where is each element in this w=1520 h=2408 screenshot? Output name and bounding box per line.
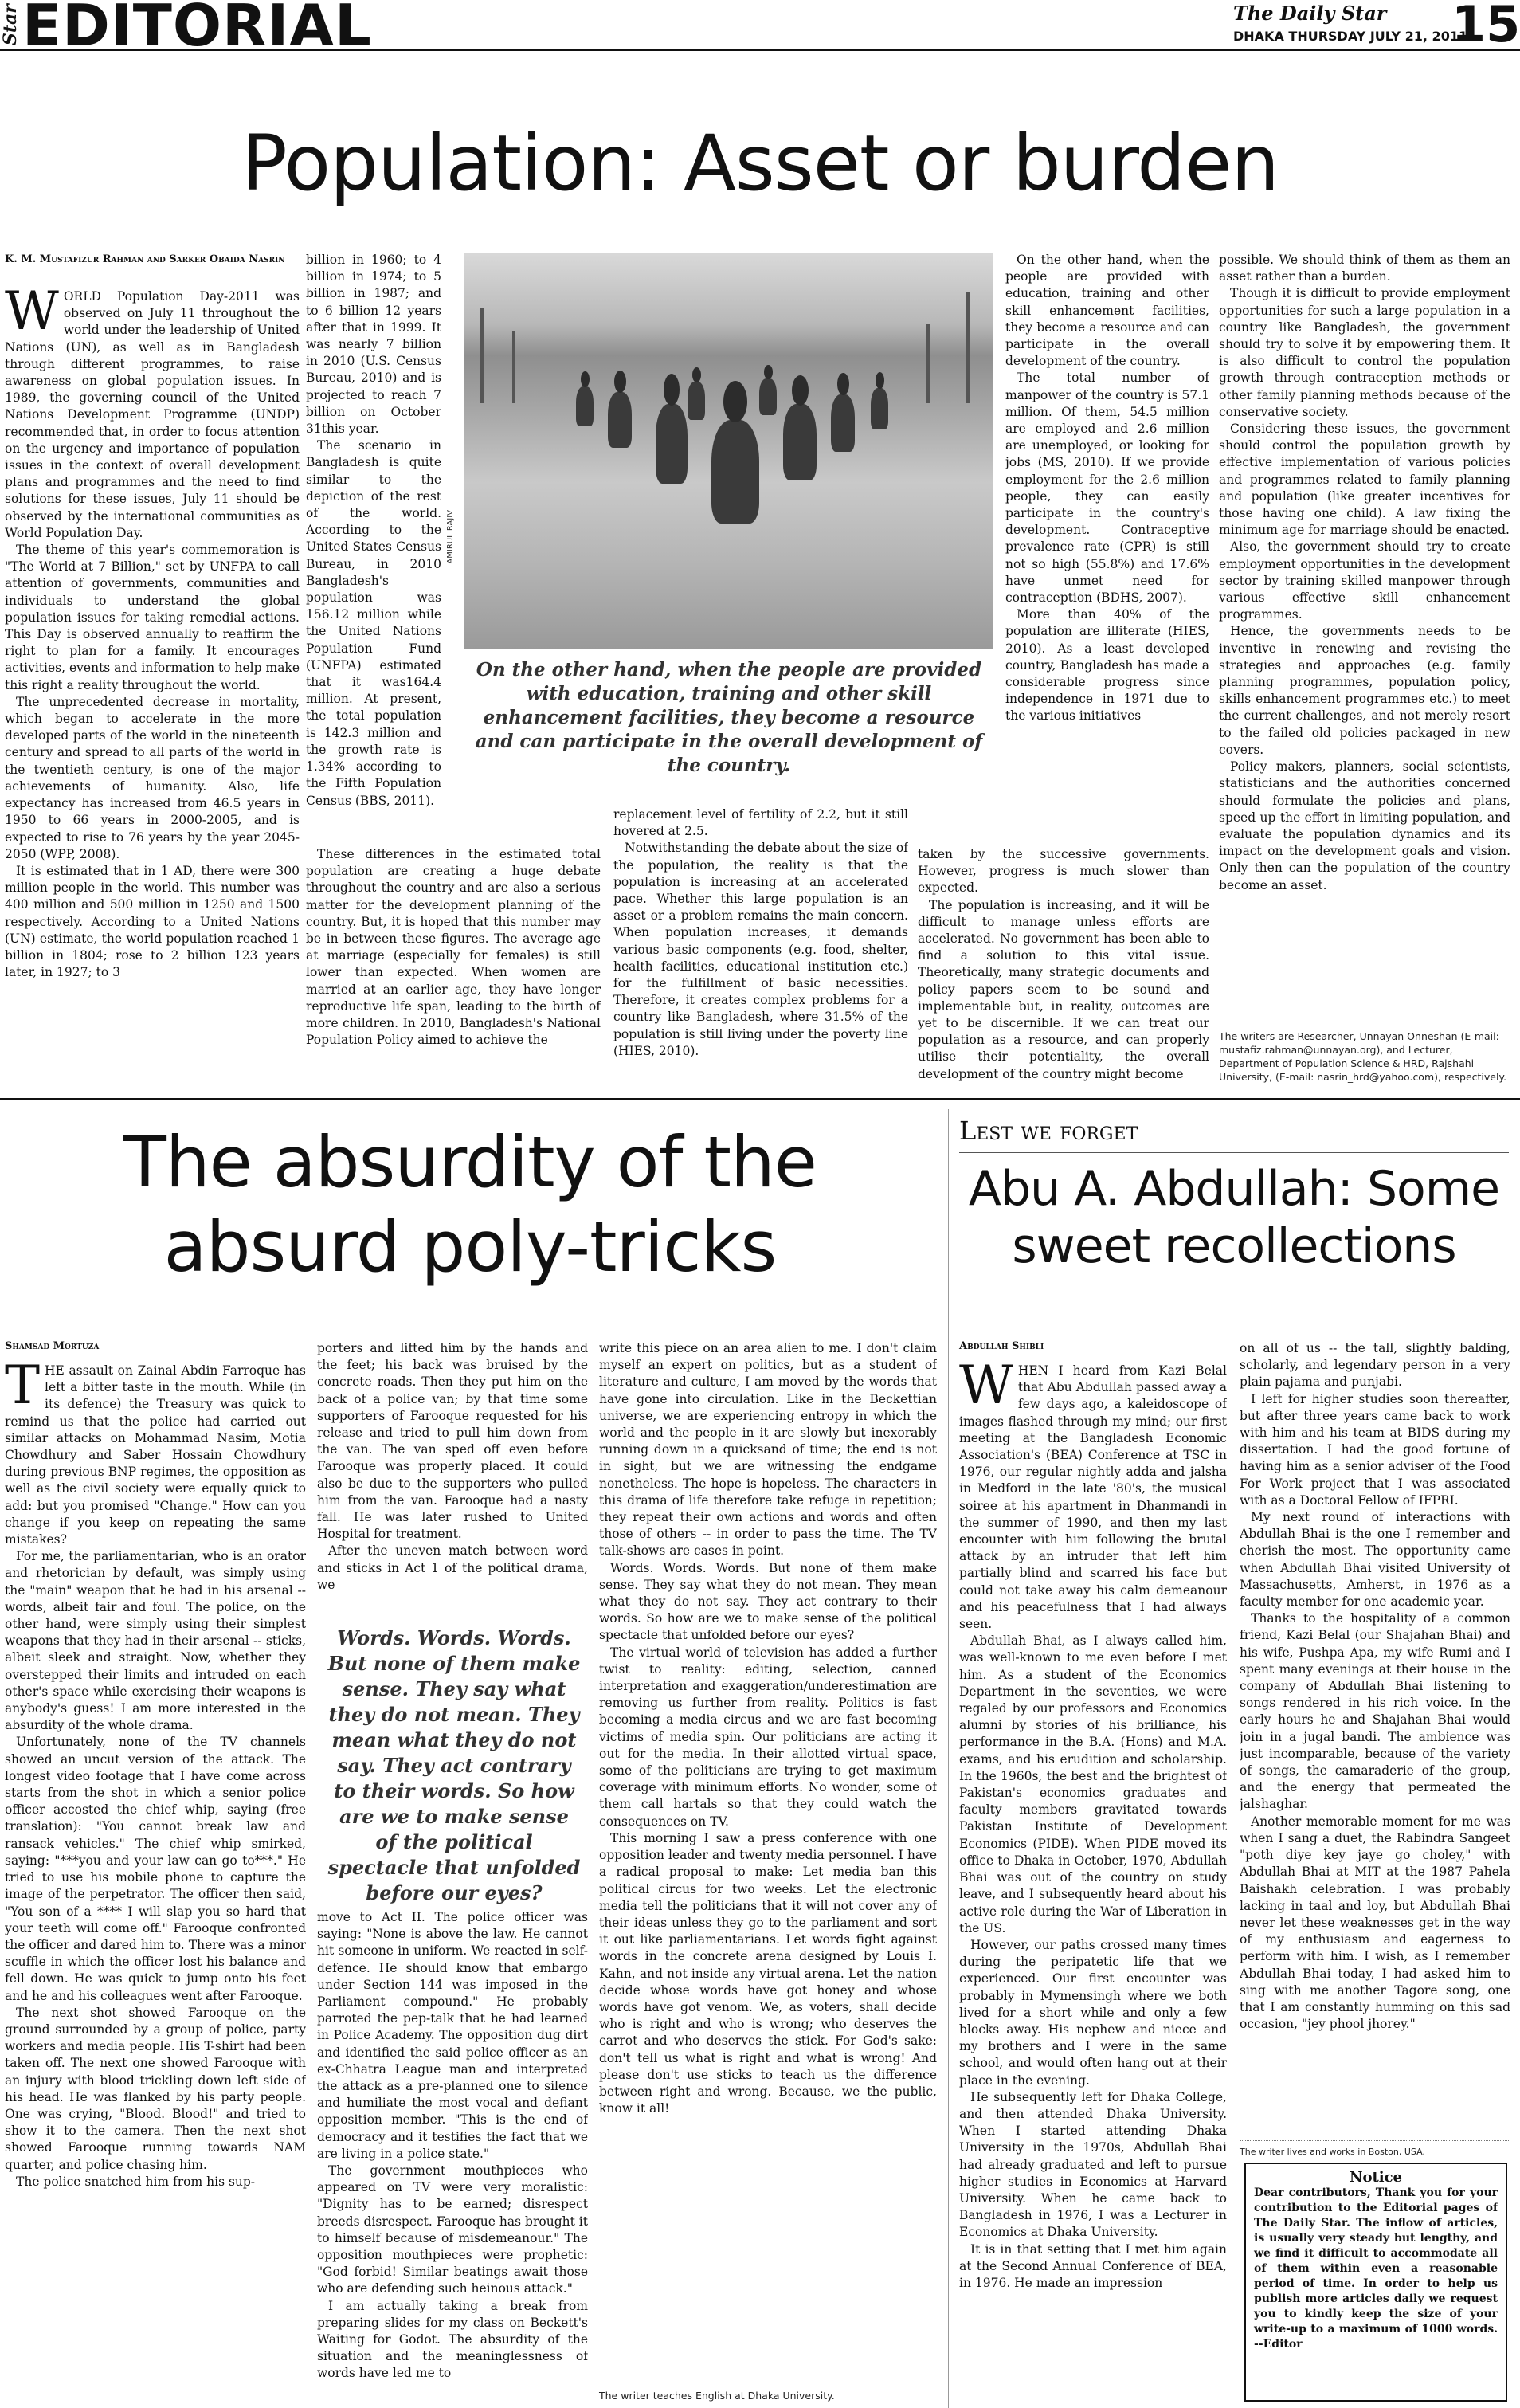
dropcap: W	[5, 288, 59, 342]
child-figure	[783, 404, 817, 480]
article2-footnote: The writer teaches English at Dhaka University.	[599, 2390, 835, 2402]
article1-footnote: The writers are Researcher, Unnayan Onneshan (E-mail: mustafiz.rahman@unnayan.org), and Lecturer, Department of Population Science & HRD, Rajshahi University, (E-mail: nasrin_hrd@yahoo.com), respectively.	[1219, 1030, 1507, 1083]
article1-col1	[5, 288, 300, 1085]
paragraph: The scenario in Bangladesh is quite similar to the depiction of the rest of the world. According to the United States Census Bureau, in 2010 Bangladesh's population was 156.12 million while the United Nations Population Fund (UNFPA) estimated that it was164.4 million. At present, the total population is 142.3 million and the growth rate is 1.34% according to the Fifth Population Census (BBS, 2011).	[306, 438, 441, 808]
article3-byline: Abdullah Shibli	[959, 1340, 1044, 1352]
section-title: EDITORIAL	[22, 0, 372, 59]
article2-col1	[5, 1363, 306, 2408]
article3-col1	[959, 1363, 1227, 2408]
article3-headline-line2: sweet recollections	[1012, 1218, 1456, 1274]
paragraph: It is in that setting that I met him again at the Second Annual Conference of BEA, in 1976. He made an impression	[959, 2241, 1227, 2290]
paragraph: Also, the government should try to create employment opportunities in the development sector by training skilled manpower through various effective skill enhancement programmes.	[1219, 539, 1510, 622]
star-logo-mark: Star	[0, 4, 21, 45]
child-figure	[711, 420, 759, 524]
paragraph: The total number of manpower of the country is 57.1 million. Of them, 54.5 million are employed and 2.6 million are unemployed, or looking for jobs (MS, 2010). If we provide employment for the 2.6 million people, they can easily participate in the country's development. Contraceptive prevalence rate (CPR) is still not so high (55.8%) and 17.6% have unmet need for contraception (BDHS, 2007).	[1005, 371, 1209, 606]
column-divider	[948, 1109, 949, 2408]
article3-headline-line1: Abu A. Abdullah: Some	[968, 1161, 1500, 1217]
paragraph: billion in 1960; to 4 billion in 1974; to 5 billion in 1987; and to 6 billion 12 years after that in 1999. It was nearly 7 billion in 2010 (U.S. Census Bureau, 2010) and is projected to reach 7 billion on October 31this year.	[306, 253, 441, 437]
paragraph: These differences in the estimated total population are creating a huge debate throughout the country and are also a serious matter for the development planning of the country. But, it is hoped that this number may be in between these figures. The average age at marriage (especially for females) is still lower than expected. When women are married at an earlier age, they have longer reproductive life span, leading to the birth of more children. In 2010, Bangladesh's National Population Policy aimed to achieve the	[306, 847, 601, 1048]
tree-silhouette	[926, 324, 930, 403]
paragraph: After the uneven match between word and sticks in Act 1 of the political drama, we	[317, 1543, 588, 1592]
paragraph: The virtual world of television has added a further twist to reality: editing, selection, canned interpretation and exaggeration/underestimation are removing us further from reality. Politics is fast becoming a media circus and we are fast becoming victims of media spin. Our politicians are acting it out for the media. In their allotted virtual space, some of the politicians are trying to get maximum coverage with minimum efforts. No wonder, some of them call hartals so that they could watch the consequences on TV.	[599, 1645, 937, 1829]
paragraph: The unprecedented decrease in mortality, which began to accelerate in the more developed parts of the world in the nineteenth century and spread to all parts of the world in the twentieth century, is one of the major achievements of humanity. Also, life expectancy has increased from 46.5 years in 1950 to 66 years in 2000-2005, and is expected to rise to 76 years by the year 2045-2050 (WPP, 2008).	[5, 694, 300, 861]
article1-col2-lower	[306, 846, 601, 1085]
paragraph: replacement level of fertility of 2.2, but it still hovered at 2.5.	[613, 807, 908, 839]
dropcap: T	[5, 1363, 41, 1416]
paragraph: Hence, the governments needs to be inventive in renewing and revising the strategies and approaches (e.g. family planning programmes, population policy, skills enhancement programmes etc.) to meet the current challenges, and not merely resort to the failed old policies packaged in new covers.	[1219, 624, 1510, 757]
tree-silhouette	[480, 308, 484, 403]
paragraph: I left for higher studies soon thereafter, but after three years came back to work with him and his team at BIDS during my dissertation. I had the good fortune of having him as a senior adviser of the Food For Work project that I was associated with as a Doctoral Fellow of IFPRI.	[1240, 1391, 1510, 1508]
notice-body: Dear contributors, Thank you for your contribution to the Editorial pages of The Daily Star. The inflow of articles, is usually very steady but lengthy, and we find it difficult to accommodate all of them within even a reasonable period of time. In order to help us publish more articles daily we request you to kindly keep the size of your write-up to a maximum of 1000 words. --Editor	[1254, 2186, 1498, 2351]
article2-col2-lower	[317, 1909, 588, 2408]
photo-credit: AMIRUL RAJIV	[446, 510, 455, 564]
article1-col4-lower	[918, 846, 1209, 1085]
section-divider	[0, 1098, 1520, 1100]
children-running-photo	[464, 253, 993, 649]
paragraph: move to Act II. The police officer was saying: "None is above the law. He cannot hit someone in uniform. We reacted in self-defence. He should know that embargo under Section 144 was imposed in the Parliament compound." He probably parroted the pep-talk that he had learned in Police Academy. The opposition dug dirt and identified the said police officer as an ex-Chhatra League man and interpreted the attack as a pre-planned one to silence and humiliate the most vocal and defiant opposition member. "This is the end of democracy and it testifies the fact that we are living in a police state."	[317, 1910, 588, 2161]
paragraph: For me, the parliamentarian, who is an orator and rhetorician by default, was simply using the "main" weapon that he had in his arsenal -- words, albeit fair and foul. The police, on the other hand, were simply using their simplest weapons that they had in their arsenal -- sticks, albeit sleek and straight. Now, whether they overstepped their limits and intruded on each other's space while exercising their weapons is anybody's guess! I am more interested in the absurdity of the whole drama.	[5, 1549, 306, 1733]
child-figure	[831, 394, 855, 452]
paragraph: Notwithstanding the debate about the size of the population, the reality is that the population is increasing at an accelerated pace. Whether this large population is an asset or a problem remains the main concern. When population increases, it demands various basic components (e.g. food, shelter, health facilities, educational institution etc.) for the fulfillment of basic necessities. Therefore, it creates complex problems for a country like Bangladesh, where 31.5% of the population is still living under the poverty line (HIES, 2010).	[613, 841, 908, 1058]
paragraph: The next shot showed Farooque on the ground surrounded by a group of police, party workers and media people. His T-shirt had been taken off. The next one showed Farooque with an injury with blood trickling down left side of his head. He was flanked by his party people. One was crying, "Blood. Blood!" and tried to show it to the camera. Then the next shot showed Farooque running towards NAM quarter, and police chasing him.	[5, 2005, 306, 2172]
article1-col2-narrow	[306, 252, 441, 843]
paragraph: Considering these issues, the government should control the population growth by effective implementation of various policies and programmes related to family planning and population (like greater incentives for those having one child). A law fixing the minimum age for marriage should be enacted.	[1219, 422, 1510, 538]
article3-footnote: The writer lives and works in Boston, USA.	[1240, 2147, 1425, 2157]
article1-pull-quote: On the other hand, when the people are provided with education, training and other skill enhancement facilities, they become a resource and can participate in the overall development of the country.	[475, 659, 983, 776]
paragraph: However, our paths crossed many times during the peripatetic life that we experienced. Our first encounter was probably in Mymensingh where we both lived for a short while and only a few blocks away. His nephew and niece and my brothers and I were in the same school, and would often hang out at their place in the evening.	[959, 1937, 1227, 2088]
article2-byline: Shamsad Mortuza	[5, 1340, 100, 1352]
paragraph: on all of us -- the tall, slightly balding, scholarly, and legendary person in a very plain pajama and punjabi.	[1240, 1341, 1510, 1390]
child-figure	[871, 388, 888, 429]
dropcap: W	[959, 1363, 1013, 1416]
paragraph: The theme of this year's commemoration is "The World at 7 Billion," set by UNFPA to call attention of governments, communities and individuals to understand the global population issues for taking remedial actions. This Day is observed annually to reaffirm the right to plan for a family. It encourages activities, events and information to help make this right a reality throughout the world.	[5, 543, 300, 692]
paragraph: possible. We should think of them as them an asset rather than a burden.	[1219, 253, 1510, 284]
contributors-notice-box	[1244, 2163, 1507, 2402]
paragraph: On the other hand, when the people are provided with education, training and other skill enhancement facilities, they become a resource and can participate in the overall development of the country.	[1005, 253, 1209, 369]
paragraph: taken by the successive governments. However, progress is much slower than expected.	[918, 847, 1209, 896]
paragraph: I am actually taking a break from preparing slides for my class on Beckett's Waiting for Godot. The absurdity of the situation and the meaninglessness of words have led me to	[317, 2298, 588, 2381]
paragraph: He subsequently left for Dhaka College, and then attended Dhaka University. When I started attending Dhaka University in the 1970s, Abdullah Bhai had already graduated and left to pursue higher studies in Economics at Harvard University. When he came back to Bangladesh in 1976, I was a Lecturer in Economics at Dhaka University.	[959, 2089, 1227, 2240]
child-figure	[759, 378, 777, 415]
child-figure	[656, 404, 688, 484]
paragraph: ORLD Population Day-2011 was observed on July 11 throughout the world under the leadership of United Nations (UN), as well as in Bangladesh through different programmes, to raise awareness on global population issues. In 1989, the governing council of the United Nations Development Programme (UNDP) recommended that, in order to focus attention on the urgency and importance of population issues in the context of overall development plans and programmes and the need to find solutions for these issues, July 11 should be observed by the international communities as World Population Day.	[5, 289, 300, 540]
child-figure	[608, 392, 632, 448]
paragraph: Policy makers, planners, social scientists, statisticians and the authorities concerned should formulate the policies and plans, speed up the effort in limiting population, and evaluate the population dynamics and its impact on the development goals and vision. Only then can the population of the country become an asset.	[1219, 759, 1510, 892]
article2-headline-line1: The absurdity of the	[123, 1121, 817, 1203]
paragraph: Abdullah Bhai, as I always called him, was well-known to me even before I met him. As a student of the Economics Department in the seventies, we were regaled by our professors and Economics alumni by stories of his brilliance, his performance in the B.A. (Hons) and M.A. exams, and his erudition and scholarship. In the 1960s, the best and the brightest of Pakistan's economics graduates and faculty members gravitated towards Pakistan Institute of Development Economics (PIDE). When PIDE moved its office to Dhaka in October, 1970, Abdullah Bhai was out of the country on study leave, and I subsequently heard about his active role during the War of Liberation in the US.	[959, 1633, 1227, 1935]
child-figure	[688, 382, 705, 420]
footnote-divider	[1240, 2140, 1510, 2141]
tree-silhouette	[512, 331, 515, 403]
article1-col4-narrow	[1005, 252, 1209, 843]
article3-kicker: Lest we forget	[959, 1116, 1138, 1146]
kicker-rule	[959, 1152, 1509, 1153]
article3-col2	[1240, 1340, 1510, 2145]
paragraph: porters and lifted him by the hands and the feet; his back was bruised by the concrete roads. Then they put him on the back of a police van; by that time some supporters of Farooque requested for his release and tried to pull him down from the van. The van sped off even before Farooque was properly placed. It could also be due to the supporters who pulled him from the van. Farooque had a nasty fall. He was later rushed to United Hospital for treatment.	[317, 1341, 588, 1542]
page-number: 15	[1451, 0, 1520, 53]
paragraph: The government mouthpieces who appeared on TV were very moralistic: "Dignity has to be earned; disrespect breeds disrespect. Farooque has brought it to himself because of misdemeanour." The opposition mouthpieces were prophetic: "God forbid! Similar beatings await those who are defending such heinous attack."	[317, 2163, 588, 2296]
paragraph: This morning I saw a press conference with one opposition leader and twenty media personnel. I have a radical proposal to make: Let media ban this political circus for two weeks. Let the electronic media tell the politicians that it will not cover any of their ideas unless they go to the parliament and sort it out like parliamentarians. Let words fight against words in the concrete arena designed by Louis I. Kahn, and not inside any virtual arena. Let the nation decide whose words have got honey and whose words have got venom. We, as voters, shall decide who is right and who is wrong; who deserves the carrot and who deserves the stick. For God's sake: don't tell us what is right and what is wrong! And please don't use sticks to teach us the difference between right and wrong. Because, we the public, know it all!	[599, 1830, 937, 2116]
tree-silhouette	[966, 292, 970, 403]
paragraph: Words. Words. Words. But none of them make sense. They say what they do not mean. They mean what they do not say. They act contrary to their words. So how are we to make sense of the political spectacle that unfolded before our eyes?	[599, 1560, 937, 1643]
paragraph: More than 40% of the population are illiterate (HIES, 2010). As a least developed country, Bangladesh has made a considerable progress since independence in 1971 due to the various initiatives	[1005, 607, 1209, 724]
paragraph: Unfortunately, none of the TV channels showed an uncut version of the attack. The longest video footage that I have come across starts from the shot in which a senior police officer accosted the chief whip, saying (free translation): "You cannot break law and ransack vehicles." The chief whip smirked, saying: "***you and your law can go to***." He tried to use his mobile phone to capture the image of the perpetrator. The officer then said, "You son of a **** I will slap you so hard that your teeth will come off." Farooque confronted the officer and dared him to. There was a minor scuffle in which the officer lost his balance and fell down. He was quick to jump onto his feet and he and his colleagues went after Farooque.	[5, 1735, 306, 2003]
article1-byline: K. M. Mustafizur Rahman and Sarker Obaida Nasrin	[5, 253, 285, 265]
article1-headline: Population: Asset or burden	[241, 119, 1279, 208]
masthead-rule	[0, 49, 1520, 51]
article2-pull-quote: Words. Words. Words. But none of them make sense. They say what they do not mean. They mean what they do not say. They act contrary to their words. So how are we to make sense of the political spectacle that unfolded before our eyes?	[327, 1626, 581, 1904]
notice-title: Notice	[1349, 2169, 1403, 2186]
paragraph: Thanks to the hospitality of a common friend, Kazi Belal (our Shajahan Bhai) and his wife, Pushpa Apa, my wife Rumi and I spent many evenings at their house in the company of Abdullah Bhai listening to songs rendered in his rich voice. In the early hours he and Shajahan Bhai would join in a jugal bandi. The ambience was just incomparable, because of the variety of songs, the camaraderie of the group, and the energy that permeated the jalshaghar.	[1240, 1611, 1510, 1812]
article1-col3	[613, 806, 908, 1085]
article2-col2-upper	[317, 1340, 588, 1595]
newspaper-name: The Daily Star	[1233, 2, 1387, 25]
paragraph: My next round of interactions with Abdullah Bhai is the one I remember and cherish the most. The opportunity came when Abdullah Bhai visited University of Massachusetts, Amherst, in 1976 as a faculty member for one academic year.	[1240, 1510, 1510, 1610]
article2-col3	[599, 1340, 937, 2375]
paragraph: Though it is difficult to provide employment opportunities for such a large population in a country like Bangladesh, the government should try to solve it by empowering them. It is also difficult to control the population growth through contraception methods or other family planning methods because of the conservative society.	[1219, 286, 1510, 419]
article1-col5	[1219, 252, 1510, 1017]
issue-date: DHAKA THURSDAY JULY 21, 2011	[1233, 29, 1468, 44]
paragraph: The police snatched him from his sup-	[16, 2174, 256, 2189]
paragraph: HE assault on Zainal Abdin Farroque has left a bitter taste in the mouth. While (in its defence) the Treasury was quick to remind us that the police had carried out similar attacks on Mohammad Nasim, Motia Chowdhury and Saber Hossain Chowdhury during previous BNP regimes, the opposition as well as the civil society were equally quick to add: but you promised "Change." How can you change if you keep on repeating the same mistakes?	[5, 1363, 306, 1547]
child-figure	[576, 386, 594, 426]
paragraph: The population is increasing, and it will be difficult to manage unless efforts are accelerated. No government has been able to find a solution to this vital issue. Theoretically, many strategic documents and policy papers seem to be sound and implementable but, in reality, outcomes are yet to be discernible. If we can treat our population as a resource, and can properly utilise their potentiality, the overall development of the country might become	[918, 897, 1209, 1081]
article2-headline-line2: absurd poly-tricks	[163, 1206, 777, 1288]
paragraph: HEN I heard from Kazi Belal that Abu Abdullah passed away a few days ago, a kaleidoscope of images flashed through my mind; our first meeting at the Bangladesh Economic Association's (BEA) Conference at TSC in 1976, our regular nightly adda and jalsha in Medford in the late '80's, the musical soiree at his apartment in Dhanmandi in the summer of 1990, and then my last encounter with him following the brutal attack by an intruder that left him partially blind and scarred his face but could not take away his calm demeanour and his peacefulness that I had always seen.	[959, 1363, 1227, 1632]
paragraph: It is estimated that in 1 AD, there were 300 million people in the world. This number was 400 million and 500 million in 1250 and 1500 respectively. According to a United Nations (UN) estimate, the world population reached 1 billion in 1804; rose to 2 billion 123 years later, in 1927; to 3	[5, 863, 300, 980]
paragraph: write this piece on an area alien to me. I don't claim myself an expert on politics, but as a student of literature and culture, I am moved by the words that have gone into circulation. Like in the Beckettian universe, we are experiencing entropy in which the world and the people in it are slowly but inexorably running down in a quicksand of time; the end is not in sight, but we are witnessing the endgame nonetheless. The hope is hopeless. The characters in this drama of life therefore take refuge in repetition; they repeat their own actions and words and often those of others -- in order to pass the time. The TV talk-shows are cases in point.	[599, 1341, 937, 1559]
paragraph: Another memorable moment for me was when I sang a duet, the Rabindra Sangeet "poth diye key jaye go choley," with Abdullah Bhai at MIT at the 1987 Pahela Baishakh celebration. I was probably lacking in taal and loy, but Abdullah Bhai never let these weaknesses get in the way of my enthusiasm and eagerness to perform with him. I wish, as I remember Abdullah Bhai today, I had asked him to sing with me another Tagore song, one that I am constantly humming on this sad occasion, "jey phool jhorey."	[1240, 1814, 1510, 2032]
